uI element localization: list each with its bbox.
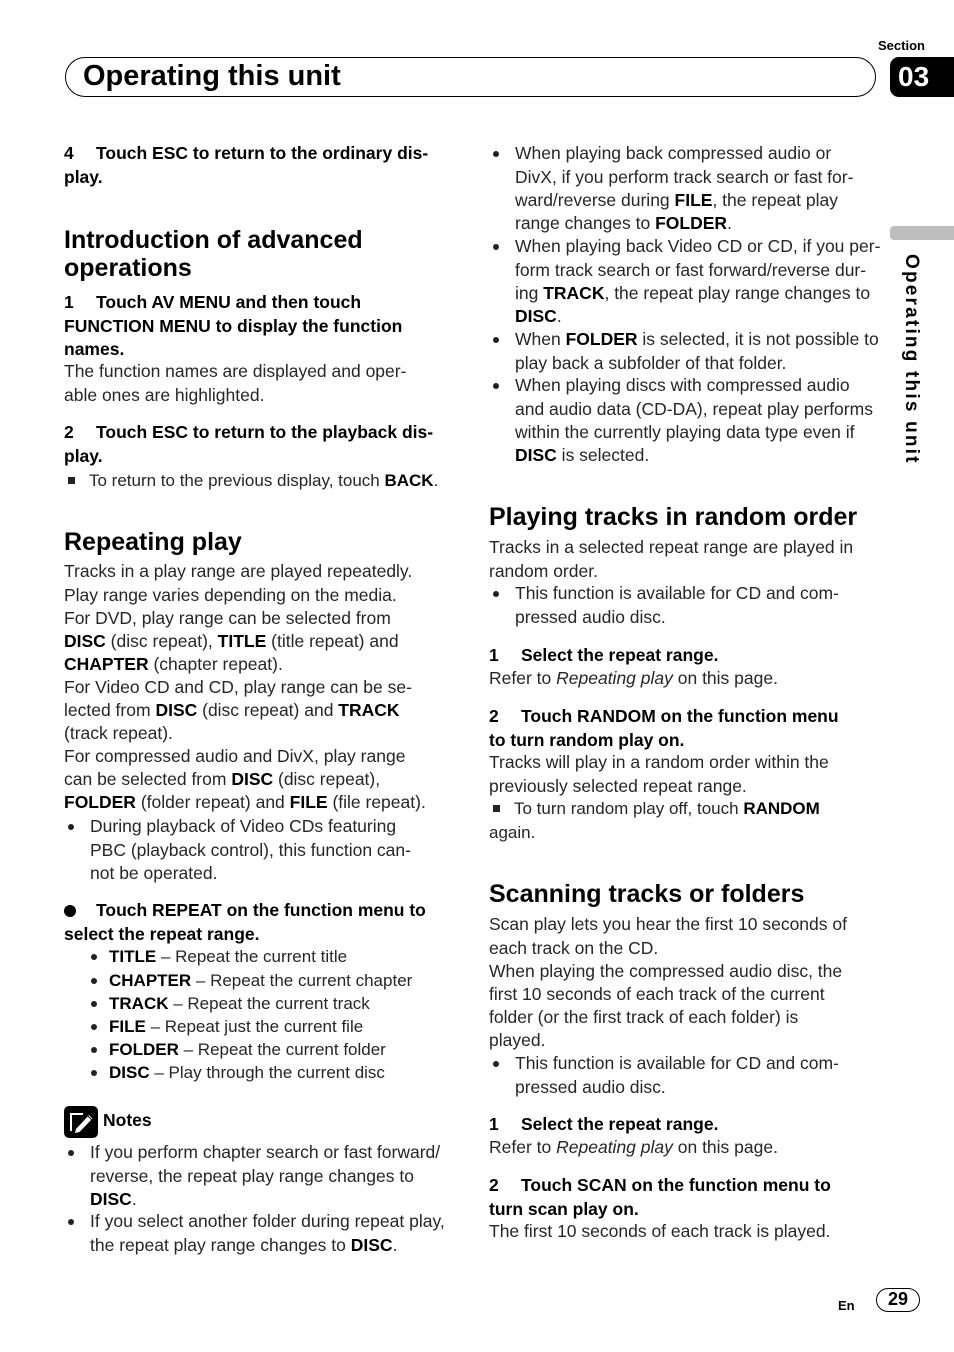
text-line [489,536,853,559]
notes-heading [64,1104,204,1136]
text-run: For Video CD and CD, play range can be se- [64,676,412,697]
text-run: . [433,471,439,491]
bullet-icon [68,1150,74,1156]
sub-bullet-list [64,945,412,1084]
bullet-icon [91,978,97,984]
text-line [64,899,426,922]
text-run: , the repeat play range changes to [604,282,871,303]
text-line [64,1141,440,1164]
paragraph [64,360,406,406]
text-run: (disc repeat) and [197,700,339,720]
text-run: Scan play lets you hear the first 10 seconds of [489,914,847,935]
bold-term: DISC [90,1188,132,1209]
language-label: En [838,1298,855,1313]
text-run: Select the repeat range. [521,645,719,666]
text-run: play. [64,166,103,187]
text-run: (chapter repeat). [148,653,283,674]
text-run: Refer to [489,668,557,689]
sub-bullet-item [64,992,412,1015]
text-line [489,1006,847,1029]
text-line [489,937,847,960]
step-block [489,705,839,751]
text-run: lected from [64,700,156,720]
filled-circle-bullet-icon [64,905,76,917]
step-number: 2 [64,422,74,443]
text-run: For compressed audio and DivX, play range [64,746,406,767]
paragraph [64,560,426,814]
text-run: on this page. [672,668,778,689]
text-run: (disc repeat), [273,769,381,790]
paragraph [489,536,853,582]
text-run: Touch REPEAT on the function menu to [96,900,426,921]
dot-step-block [64,899,426,945]
bold-term: DISC [155,700,198,720]
text-line [489,1029,847,1052]
text-run: . [392,1234,398,1255]
text-run: When [515,329,566,350]
section-heading [64,528,242,556]
bullet-icon [493,244,499,250]
bold-term: DISC [64,630,106,651]
text-run: Refer to [489,1137,557,1158]
text-line [64,815,411,838]
text-run: To return to the previous display, touch [89,471,385,491]
text-run: – Repeat the current folder [178,1039,386,1059]
text-run: – Play through the current disc [149,1062,385,1082]
bold-term: DISC [350,1234,393,1255]
text-line [64,584,426,607]
paragraph [489,1220,830,1243]
text-run: – Repeat the current chapter [191,970,413,990]
text-line [64,722,426,745]
page-number: 29 [876,1288,920,1312]
text-run: When playing discs with compressed audio [515,375,850,396]
text-line [489,166,853,189]
text-run: During playback of Video CDs featuring [90,816,397,837]
text-run: within the currently playing data type even if [515,421,855,442]
text-line [489,797,820,820]
text-line [489,960,847,983]
text-line [489,880,804,908]
text-run: When playing back Video CD or CD, if you per- [515,236,881,257]
text-run: select the repeat range. [64,923,260,944]
bold-term: BACK [384,471,434,491]
text-run: Select the repeat range. [521,1114,719,1135]
paragraph [489,751,829,797]
sub-bullet-item [64,945,412,968]
text-line [489,821,820,844]
italic-reference: Repeating play [556,1137,673,1158]
section-heading [489,880,804,908]
text-run: random order. [489,560,598,581]
text-line [489,1136,778,1159]
text-run: (title repeat) and [266,630,399,651]
text-run: . [131,1188,137,1209]
text-run: range changes to [515,212,656,233]
bullet-icon [91,1070,97,1076]
step-number: 1 [489,1114,499,1135]
bullet-icon [91,1024,97,1030]
bold-term: CHAPTER [109,970,192,990]
text-run: each track on the CD. [489,937,659,958]
text-line [64,745,426,768]
text-run: turn scan play on. [489,1198,639,1219]
text-line [489,421,873,444]
bold-term: FOLDER [565,329,638,350]
text-line [489,1198,831,1221]
text-line [64,1210,445,1233]
text-run: The function names are displayed and oper- [64,361,407,382]
text-run: pressed audio disc. [515,1076,666,1097]
text-run: This function is available for CD and com- [515,1053,839,1074]
bold-term: FILE [289,792,328,813]
text-line [64,1165,440,1188]
text-run: When playing the compressed audio disc, the [489,960,843,981]
text-run: . [556,305,562,326]
text-run: and audio data (CD-DA), repeat play performs [515,398,873,419]
text-run: first 10 seconds of each track of the current [489,983,825,1004]
bullet-icon [91,1047,97,1053]
text-run: again. [489,822,536,842]
text-line [489,305,880,328]
text-run: If you perform chapter search or fast forward/ [90,1142,441,1163]
bold-term: TRACK [338,700,400,720]
text-line [64,791,426,814]
text-line [64,653,426,676]
bold-term: FILE [674,189,713,210]
bullet-item [489,235,880,327]
bold-term: CHAPTER [64,653,149,674]
italic-reference: Repeating play [556,668,673,689]
text-run: Tracks in a play range are played repeatedly. [64,561,413,582]
text-line [64,676,426,699]
paragraph [489,1136,778,1159]
text-run: – Repeat just the current file [145,1016,364,1036]
step-number: 2 [489,1175,499,1196]
text-line [64,226,363,254]
step-block [64,291,402,360]
text-line [64,607,426,630]
step-number: 1 [489,645,499,666]
text-run: ing [515,282,544,303]
text-line [489,444,873,467]
square-bullet-icon [68,477,75,484]
step-block [489,1113,718,1136]
notes-label: Notes [103,1110,152,1130]
text-run: Touch AV MENU and then touch [96,292,362,313]
text-run: Tracks in a selected repeat range are played in [489,537,854,558]
text-line [489,913,847,936]
text-run: played. [489,1029,546,1050]
sub-bullet-item [64,1015,412,1038]
text-line [64,166,428,189]
text-line [489,705,839,728]
text-line [64,768,426,791]
text-line [489,212,853,235]
text-line [489,667,778,690]
text-run: (disc repeat), [105,630,218,651]
text-line [489,189,853,212]
bold-term: DISC [109,1062,150,1082]
sub-bullet-item [64,1061,412,1084]
text-run: For DVD, play range can be selected from [64,607,391,628]
bullet-icon [91,954,97,960]
bold-term: TITLE [217,630,267,651]
bullet-item [64,1141,440,1210]
page-title: Operating this unit [83,60,341,92]
bullet-item [64,815,411,884]
bullet-item [64,1210,445,1256]
text-run: ward/reverse during [515,189,675,210]
text-line [64,1188,440,1211]
bullet-icon [493,337,499,343]
bullet-item [489,1052,839,1098]
text-line [489,1113,718,1136]
text-run: Repeating play [64,528,242,556]
bold-term: TRACK [543,282,605,303]
text-line [64,384,406,407]
step-block [64,421,433,467]
text-run: Introduction of advanced [64,226,363,254]
text-line [489,142,853,165]
bold-term: TRACK [109,993,169,1013]
bullet-icon [493,591,499,597]
notes-icon [64,1106,98,1138]
square-note [489,797,820,843]
text-line [64,469,438,492]
section-heading [489,503,857,531]
step-number: 4 [64,143,74,164]
bullet-icon [68,824,74,830]
text-run: PBC (playback control), this function can- [90,839,411,860]
text-run: (file repeat). [327,792,426,813]
bullet-icon [91,1001,97,1007]
text-line [64,1234,445,1257]
text-line [64,923,426,946]
text-line [489,1076,839,1099]
text-run: Play range varies depending on the media. [64,584,397,605]
text-run: (track repeat). [64,723,173,744]
step-block [64,142,428,188]
text-run: DivX, if you perform track search or fast for- [515,166,854,187]
text-run: Playing tracks in random order [489,503,858,531]
bold-term: DISC [515,444,557,465]
text-run: the repeat play range changes to [90,1234,351,1255]
sub-bullet-item [64,969,412,992]
text-line [489,751,829,774]
text-line [64,862,411,885]
text-run: This function is available for CD and com- [515,583,839,604]
text-run: Scanning tracks or folders [489,880,805,908]
text-line [489,328,879,351]
text-line [489,729,839,752]
bullet-item [489,582,839,628]
text-line [489,259,880,282]
text-run: – Repeat the current title [156,947,348,967]
bullet-icon [68,1219,74,1225]
text-line [64,315,402,338]
side-tab-label: Operating this unit [901,254,922,465]
text-run: operations [64,254,192,282]
text-line [489,644,718,667]
text-run: (folder repeat) and [135,792,290,813]
text-line [489,1174,831,1197]
bullet-icon [493,383,499,389]
text-line [489,606,839,629]
step-number: 2 [489,706,499,727]
text-line [489,352,879,375]
text-run: When playing back compressed audio or [515,143,832,164]
text-run: able ones are highlighted. [64,384,265,405]
bullet-item [489,142,853,234]
text-line [489,235,880,258]
bold-term: FILE [109,1016,146,1036]
text-line [489,374,873,397]
text-run: To turn random play off, touch [514,799,744,819]
text-run: is selected, it is not possible to [637,329,879,350]
side-tab-marker [890,226,954,240]
text-run: , the repeat play [712,189,838,210]
text-run: The first 10 seconds of each track is played. [489,1221,831,1242]
bullet-item [489,374,873,466]
paragraph [489,913,847,1052]
text-run: If you select another folder during repeat play, [90,1211,445,1232]
step-number: 1 [64,292,74,313]
text-line [489,1052,839,1075]
text-line [64,699,426,722]
section-heading [64,226,363,282]
bold-term: DISC [231,769,274,790]
text-line [489,1220,830,1243]
sub-bullet-item [64,1038,412,1061]
text-line [489,398,873,421]
text-line [64,839,411,862]
text-run: play. [64,445,103,466]
text-run: on this page. [672,1137,778,1158]
text-run: previously selected repeat range. [489,775,747,796]
text-run: – Repeat the current track [168,993,370,1013]
text-line [489,282,880,305]
text-run: FUNCTION MENU to display the function [64,315,403,336]
text-run: form track search or fast forward/reverse dur- [515,259,867,280]
bold-term: TITLE [109,947,157,967]
text-line [64,291,402,314]
text-line [64,338,402,361]
bold-term: FOLDER [655,212,728,233]
text-line [489,560,853,583]
bold-term: DISC [515,305,557,326]
bold-term: FOLDER [109,1039,179,1059]
bullet-icon [493,1061,499,1067]
text-run: Touch SCAN on the function menu to [521,1175,831,1196]
section-number-badge: 03 [890,57,954,97]
text-run: folder (or the first track of each folder) is [489,1006,799,1027]
page-header [65,57,876,97]
text-line [64,528,242,556]
text-line [64,360,406,383]
square-bullet-icon [493,805,500,812]
text-line [489,503,857,531]
text-run: names. [64,338,125,359]
text-line [64,421,433,444]
text-line [64,560,426,583]
text-line [64,254,363,282]
text-line [64,142,428,165]
text-run: to turn random play on. [489,729,685,750]
text-line [64,445,433,468]
text-line [489,775,829,798]
paragraph [489,667,778,690]
text-run: play back a subfolder of that folder. [515,352,787,373]
step-block [489,644,718,667]
text-run: not be operated. [90,862,218,883]
text-run: is selected. [556,444,650,465]
bullet-icon [493,151,499,157]
text-run: Touch ESC to return to the ordinary dis- [96,143,429,164]
text-run: Tracks will play in a random order within the [489,752,829,773]
bullet-item [489,328,879,374]
bold-term: FOLDER [64,792,136,813]
text-line [489,582,839,605]
text-run: Touch ESC to return to the playback dis- [96,422,434,443]
text-run: pressed audio disc. [515,606,666,627]
section-label: Section [878,38,925,53]
text-run: reverse, the repeat play range changes to [90,1165,414,1186]
step-block [489,1174,831,1220]
square-note [64,469,438,492]
text-line [489,983,847,1006]
text-run: can be selected from [64,769,232,790]
bold-term: RANDOM [743,799,820,819]
text-run: . [727,212,732,233]
text-run: Touch RANDOM on the function menu [521,706,839,727]
text-line [64,630,426,653]
